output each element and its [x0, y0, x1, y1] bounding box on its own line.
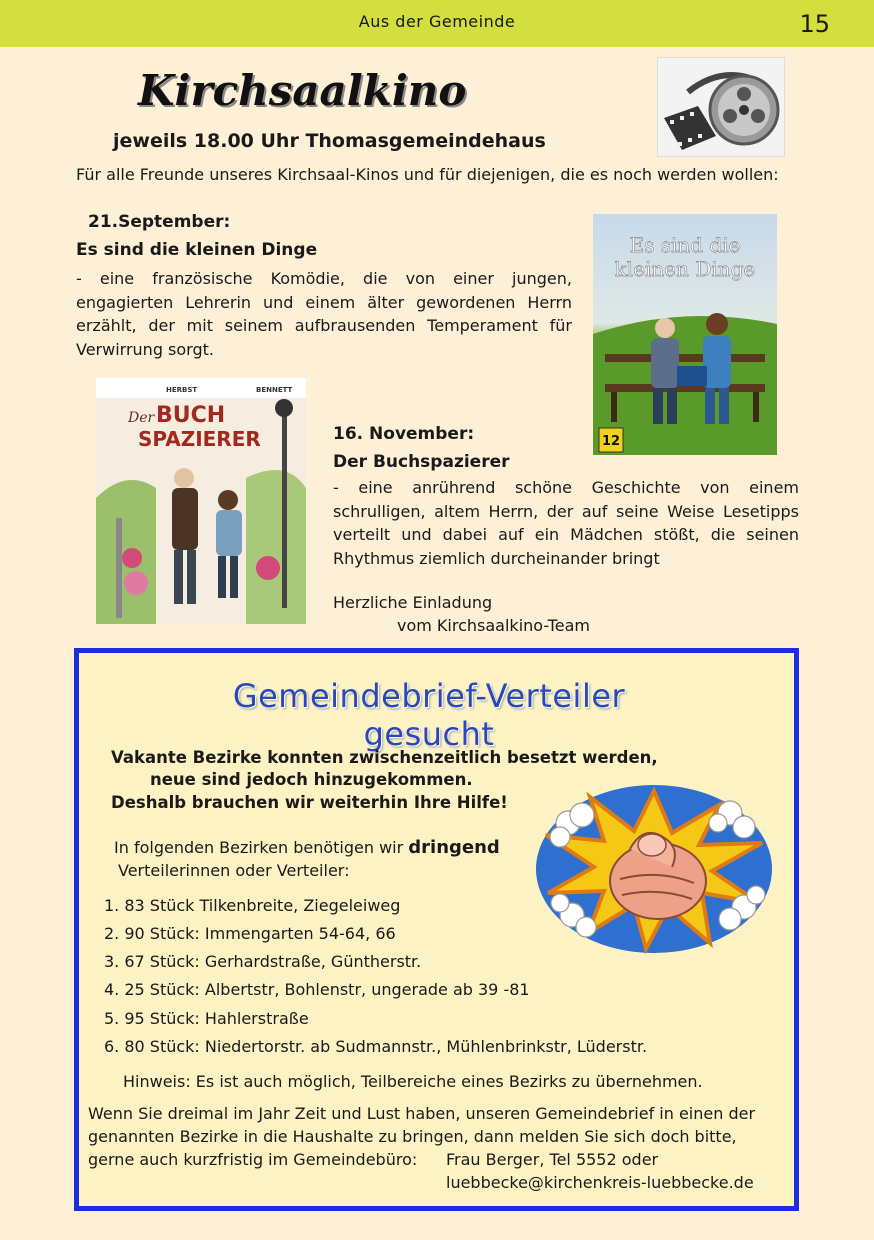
verteiler-bold-line3: Deshalb brauchen wir weiterhin Ihre Hilfe!	[111, 793, 508, 812]
list-item: 1. 83 Stück Tilkenbreite, Ziegeleiweg	[104, 896, 401, 915]
svg-text:BUCH: BUCH	[156, 403, 226, 428]
kino-invitation	[333, 591, 590, 637]
invite-line1: Herzliche Einladung	[333, 593, 493, 612]
kino-title: Kirchsaalkino	[138, 66, 467, 115]
contact-person: Frau Berger, Tel 5552 oder	[446, 1150, 659, 1169]
film1-poster	[593, 214, 777, 455]
svg-text:SPAZIERER: SPAZIERER	[138, 427, 261, 451]
verteiler-bold-line1: Vakante Bezirke konnten zwischenzeitlich besetzt werden,	[111, 748, 658, 767]
verteiler-title: Gemeindebrief-Verteiler gesucht	[232, 677, 626, 753]
list-item: 5. 95 Stück: Hahlerstraße	[104, 1009, 309, 1028]
svg-text:kleinen Dinge: kleinen Dinge	[614, 257, 756, 281]
list-item: 4. 25 Stück: Albertstr, Bohlenstr, ungerade ab 39 -81	[104, 980, 530, 999]
verteiler-box	[74, 648, 799, 1211]
film1-title: Es sind die kleinen Dinge	[76, 240, 318, 260]
pointing-finger-icon	[534, 783, 774, 955]
svg-text:BENNETT: BENNETT	[256, 386, 293, 394]
section-title: Aus der Gemeinde	[358, 12, 516, 31]
page-number: 15	[799, 10, 830, 38]
need-emphasis: dringend	[408, 837, 500, 858]
film2-title: Der Buchspazierer	[333, 452, 510, 472]
verteiler-hint: Hinweis: Es ist auch möglich, Teilbereiche eines Bezirks zu übernehmen.	[123, 1072, 703, 1091]
contact-line1: Wenn Sie dreimal im Jahr Zeit und Lust haben, unseren Gemeindebrief in einen der	[88, 1104, 756, 1123]
page-header	[0, 0, 874, 47]
list-item: 3. 67 Stück: Gerhardstraße, Güntherstr.	[104, 952, 422, 971]
contact-line3: gerne auch kurzfristig im Gemeindebüro:	[88, 1150, 418, 1169]
list-item: 6. 80 Stück: Niedertorstr. ab Sudmannstr., Mühlenbrinkstr, Lüderstr.	[104, 1037, 648, 1056]
film2-poster	[96, 378, 306, 624]
film-reel-icon	[657, 57, 785, 157]
film1-description: - eine französische Komödie, die von einer jungen, engagierten Lehrerin und einem älter gewordenen Herrn erzählt, der mit seinem aufbrausenden Temperament für Verwirrung sorgt.	[76, 269, 572, 359]
film2-date: 16. November:	[333, 424, 475, 444]
svg-text:Es sind die: Es sind die	[629, 233, 741, 257]
kino-intro: Für alle Freunde unseres Kirchsaal-Kinos und für diejenigen, die es noch werden wollen:	[76, 165, 779, 184]
contact-email: luebbecke@kirchenkreis-luebbecke.de	[446, 1173, 754, 1192]
invite-line2: vom Kirchsaalkino-Team	[397, 616, 590, 635]
need-prefix: In folgenden Bezirken benötigen wir	[114, 838, 409, 857]
verteiler-need-line	[114, 837, 500, 858]
svg-text:HERBST: HERBST	[166, 386, 198, 394]
poster-rating: 12	[601, 434, 621, 449]
kino-subtitle: jeweils 18.00 Uhr Thomasgemeindehaus	[113, 130, 546, 152]
verteiler-need-line2: Verteilerinnen oder Verteiler:	[118, 861, 350, 880]
film2-description: - eine anrührend schöne Geschichte von einem schrulligen, altem Herrn, der auf seine Weise Lesetipps verteilt und dabei auf ein Mädchen stößt, die seinen Rhythmus ziemlich durcheinander bringt	[333, 478, 799, 568]
svg-text:Der: Der	[128, 410, 155, 426]
list-item: 2. 90 Stück: Immengarten 54-64, 66	[104, 924, 396, 943]
contact-line2: genannten Bezirke in die Haushalte zu bringen, dann melden Sie sich doch bitte,	[88, 1127, 737, 1146]
film1-date: 21.September:	[88, 212, 231, 232]
verteiler-bold-line2: neue sind jedoch hinzugekommen.	[150, 770, 473, 789]
